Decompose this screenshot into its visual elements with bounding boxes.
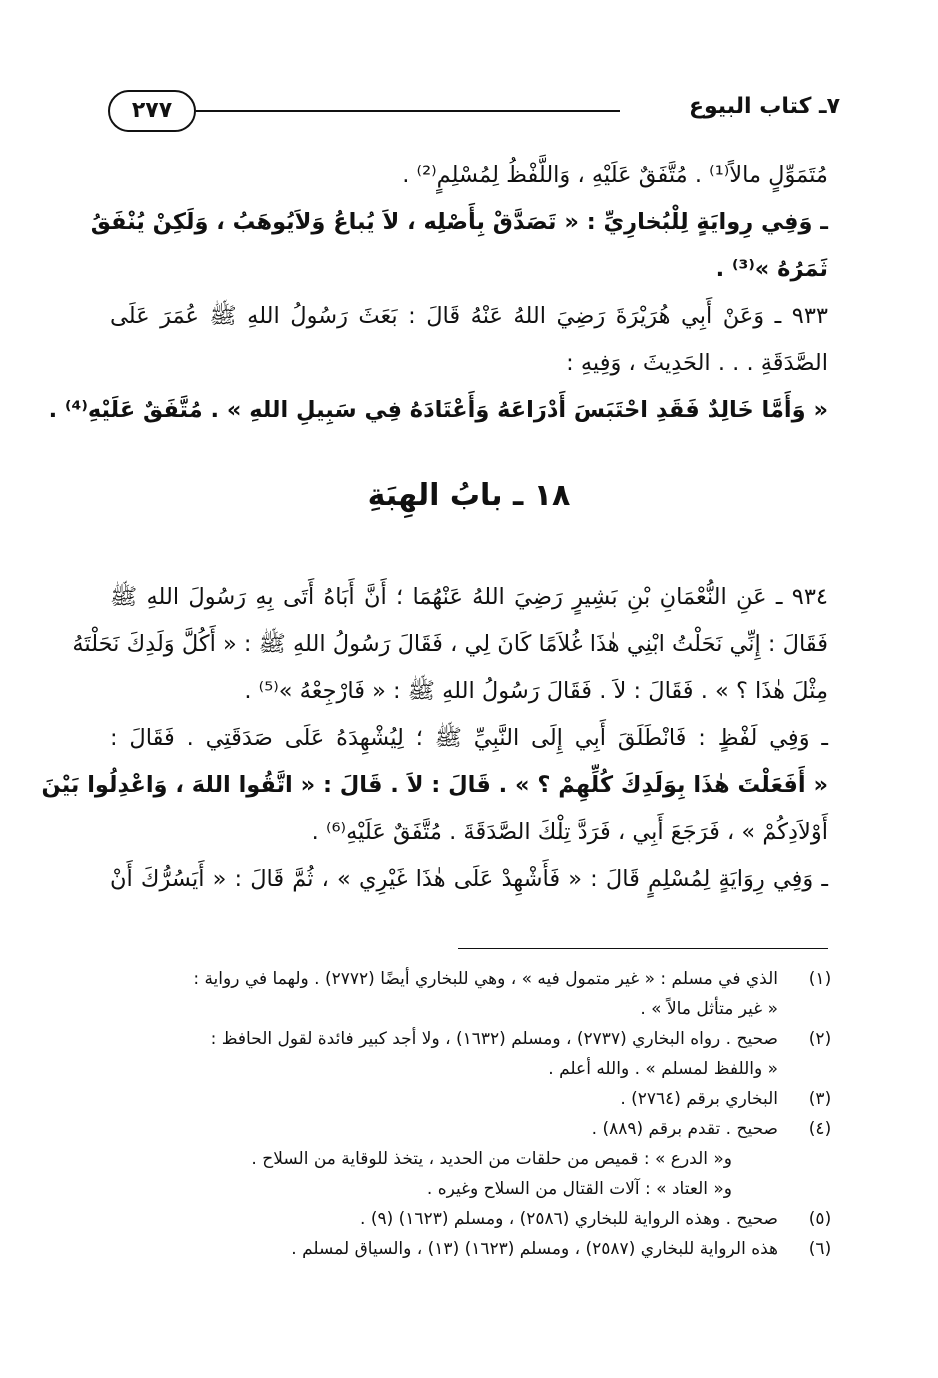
footnote-4-gloss-dir: و« الدرع » : قميص من حلقات من الحديد ، يتخذ للوقاية من السلاح . [251, 1149, 732, 1169]
hadith-933-line: ٩٣٣ ـ وَعَنْ أَبِي هُرَيْرَةَ رَضِيَ اللهُ عَنْهُ قَالَ : بَعَثَ رَسُولُ اللهِ ﷺ عُمَرَ عَلَى [110, 303, 828, 329]
text-line: مِثْلَ هٰذَا ؟ » . فَقَالَ : لاَ . فَقَالَ رَسُولُ اللهِ ﷺ : « فَارْجِعْهُ »⁽⁵⁾ . [244, 678, 828, 704]
footnote-number: (٦) [808, 1239, 832, 1259]
text-line: أَوْلاَدِكُمْ » ، فَرَجَعَ أَبِي ، فَرَدَّ تِلْكَ الصَّدَقَةَ . مُتَّفَقٌ عَلَيْهِ⁽⁶⁾ . [311, 819, 828, 845]
section-1-text [48, 152, 828, 434]
footnote-line: صحيح . وهذه الرواية للبخاري (٢٥٨٦) ، ومسلم (١٦٢٣) (٩) . [360, 1209, 778, 1229]
footnote-number: (٣) [808, 1089, 832, 1109]
footnote-line: « غير متأثل مالاً » . [640, 999, 778, 1019]
footnote-number: (١) [808, 969, 832, 989]
footnote-4 [110, 1114, 840, 1144]
text-line: فَقَالَ : إِنِّي نَحَلْتُ ابْنِي هٰذَا غُلاَمًا كَانَ لِي ، فَقَالَ رَسُولُ اللهِ ﷺ : « أَكُلَّ وَلَدِكَ نَحَلْتَهُ [72, 631, 828, 657]
text-line: « وَأَمَّا خَالِدٌ فَقَدِ احْتَبَسَ أَدْرَاعَهُ وَأَعْتَادَهُ فِي سَبِيلِ اللهِ » . مُتَّفَقٌ عَلَيْهِ⁽⁴⁾ . [48, 397, 828, 423]
footnote-4-gloss-atad: و« العتاد » : آلات القتال من السلاح وغيره . [426, 1179, 732, 1199]
footnote-line: البخاري برقم (٢٧٦٤) . [620, 1089, 778, 1109]
hadith-934-line: ٩٣٤ ـ عَنِ النُّعْمَانِ بْنِ بَشِيرٍ رَضِيَ اللهُ عَنْهُمَا ؛ أَنَّ أَبَاهُ أَتَى بِهِ رَسُولَ اللهِ ﷺ [110, 584, 828, 610]
footnote-line: صحيح . رواه البخاري (٢٧٣٧) ، ومسلم (١٦٣٢) ، ولا أجد كبير فائدة لقول الحافظ : [210, 1029, 778, 1049]
text-line: ثَمَرُهُ »⁽³⁾ . [715, 256, 828, 282]
text-line: مُتَمَوِّلٍ مالاً⁽¹⁾ . مُتَّفَقٌ عَلَيْهِ ، وَاللَّفْظُ لِمُسْلِمٍ⁽²⁾ . [402, 162, 828, 188]
text-line: ـ وَفِي لَفْظٍ : فَانْطَلَقَ أَبِي إِلَى النَّبِيِّ ﷺ ؛ لِيُشْهِدَهُ عَلَى صَدَقَتِي . فَقَالَ : [110, 725, 828, 751]
footnote-3 [110, 1084, 840, 1114]
footnote-number: (٥) [808, 1209, 832, 1229]
footnotes [110, 964, 840, 1264]
chapter-title: ٧ـ كتاب البيوع [688, 94, 840, 119]
text-line: ـ وَفِي رِوايَةٍ لِلْبُخارِيِّ : « تَصَدَّقْ بِأَصْلِه ، لاَ يُباعُ وَلاَيُوهَبُ ، وَلَكِنْ يُنْفَقُ [90, 209, 828, 235]
footnote-line: « واللفظ لمسلم » . والله أعلم . [548, 1059, 778, 1079]
footnote-6 [110, 1234, 840, 1264]
footnote-line: الذي في مسلم : « غير متمول فيه » ، وهي للبخاري أيضًا (٢٧٧٢) . ولهما في رواية : [193, 969, 778, 989]
page-header [108, 88, 840, 134]
footnote-1 [110, 964, 840, 1024]
footnote-divider [458, 948, 828, 949]
footnote-line: هذه الرواية للبخاري (٢٥٨٧) ، ومسلم (١٦٢٣) (١٣) ، والسياق لمسلم . [291, 1239, 778, 1259]
text-line: ـ وَفِي رِوَايَةٍ لِمُسْلِمٍ قَالَ : « فَأَشْهِدْ عَلَى هٰذَا غَيْرِي » ، ثُمَّ قَالَ : « أَيَسُرُّكَ أَنْ [110, 866, 828, 892]
footnote-line: صحيح . تقدم برقم (٨٨٩) . [591, 1119, 778, 1139]
footnote-number: (٤) [808, 1119, 832, 1139]
text-line: « أَفَعَلْتَ هٰذَا بِوَلَدِكَ كُلِّهِمْ ؟ » . قَالَ : لاَ . قَالَ : « اتَّقُوا اللهَ ، وَاعْدِلُوا بَيْنَ [41, 772, 828, 798]
footnote-5 [110, 1204, 840, 1234]
section-2-text [41, 574, 828, 903]
header-rule [196, 110, 620, 112]
text-line: الصَّدَقَةِ . . . الحَدِيثَ ، وَفِيهِ : [566, 350, 828, 376]
footnote-number: (٢) [808, 1029, 832, 1049]
page-number: ٢٧٧ [108, 90, 196, 132]
footnote-2 [110, 1024, 840, 1084]
section-title: ١٨ ـ بابُ الهِبَةِ [367, 478, 571, 513]
